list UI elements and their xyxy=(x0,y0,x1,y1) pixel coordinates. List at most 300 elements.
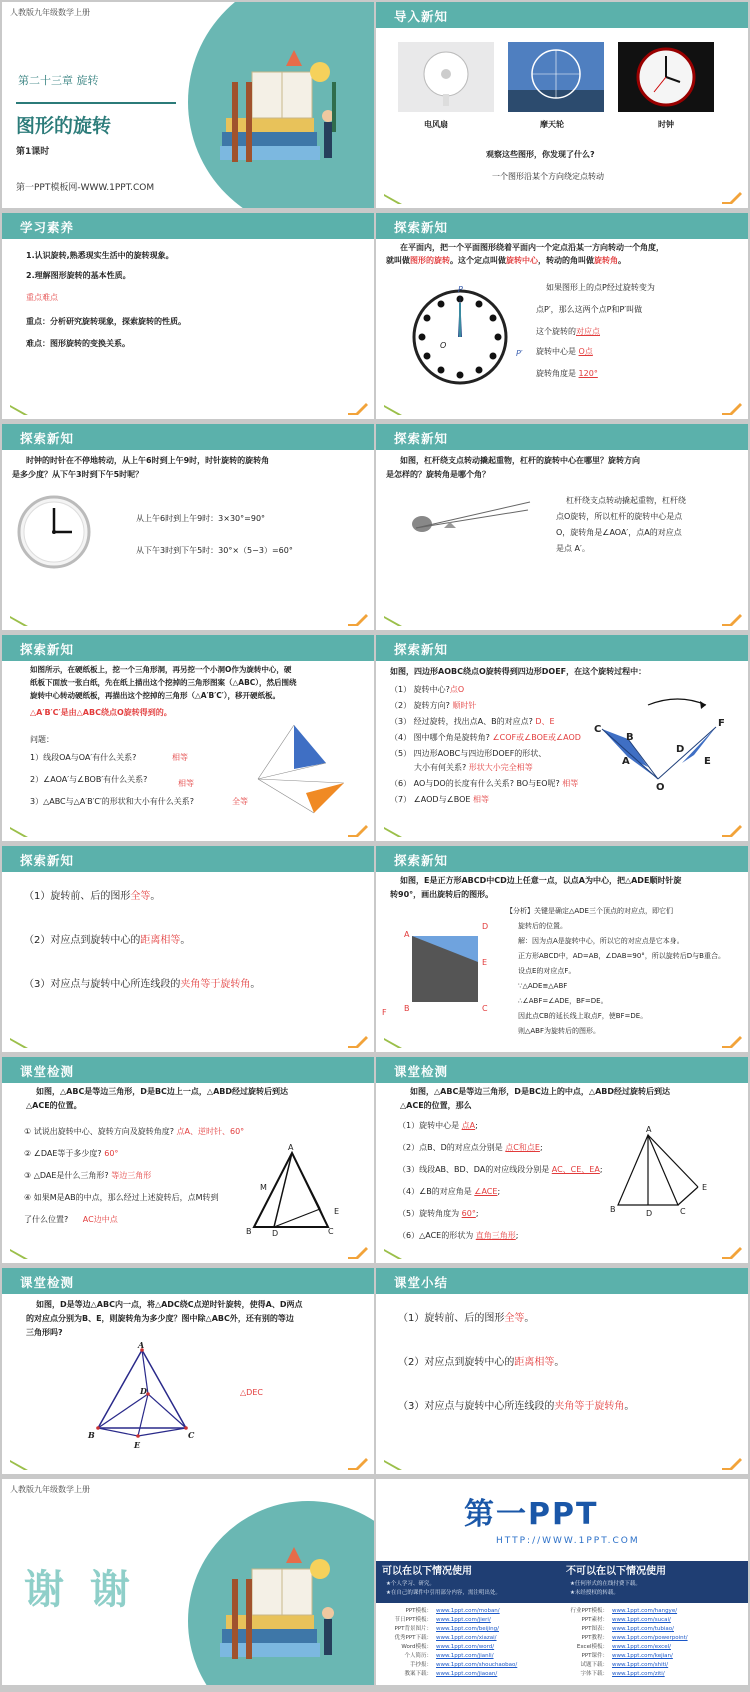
label-c: C xyxy=(328,1227,334,1236)
book-label: 人教版九年级数学上册 xyxy=(10,1485,90,1494)
label-c: C xyxy=(482,1004,488,1013)
caption-clock: 时钟 xyxy=(658,120,674,129)
ruler-icon xyxy=(8,1456,30,1470)
solution-line: ∵△ADE≌△ABF xyxy=(518,982,568,990)
problem-line-1: 如图，△ABC是等边三角形，D是BC边上的中点，△ABD经过旋转后到达 xyxy=(410,1087,671,1096)
header-title: 学习素养 xyxy=(20,220,75,235)
resource-link-row xyxy=(390,1643,560,1652)
resource-link-row xyxy=(566,1643,736,1652)
resource-link[interactable]: www.1ppt.com/excel/ xyxy=(612,1644,671,1650)
usage-banner xyxy=(376,1561,748,1603)
resource-link[interactable]: www.1ppt.com/hangye/ xyxy=(612,1608,678,1614)
slide-header xyxy=(2,213,374,239)
slide-header xyxy=(2,846,374,872)
period: 。 xyxy=(180,935,191,946)
links-right xyxy=(566,1607,736,1679)
resource-label: 字体下载： xyxy=(580,1671,608,1677)
ruler-icon xyxy=(382,612,404,626)
def-text: 就叫做 xyxy=(386,256,410,265)
label-e: E xyxy=(134,1440,141,1450)
quadrilateral-diagram xyxy=(598,689,738,799)
resource-link[interactable]: www.1ppt.com/beijing/ xyxy=(436,1626,500,1632)
item-answer: 形状大小完全相等 xyxy=(468,763,533,772)
slide-header xyxy=(376,424,748,450)
label-b: B xyxy=(404,1004,410,1013)
point-p-prime: P′ xyxy=(516,349,523,358)
rotated-triangles-diagram xyxy=(254,713,364,823)
pencil-icon xyxy=(720,612,742,626)
item-question: （2） 旋转方向? xyxy=(390,701,450,710)
slide-intro xyxy=(376,2,748,208)
slide-check-3 xyxy=(2,1268,374,1474)
square-diagram xyxy=(396,918,489,1018)
ruler-icon xyxy=(382,1034,404,1048)
problem-line-2: 转90°，画出旋转后的图形。 xyxy=(390,890,494,899)
pencil-icon xyxy=(720,1456,742,1470)
difficult-point: 难点：图形旋转的变换关系。 xyxy=(26,339,130,348)
question-text: （5）旋转角度为 xyxy=(398,1209,460,1218)
slide-thanks xyxy=(2,1479,374,1685)
problem-line-2: △ACE的位置。 xyxy=(26,1101,82,1110)
ruler-icon xyxy=(8,401,30,415)
can-use-item: ★个人学习、研究。 xyxy=(386,1581,435,1587)
slide-summary xyxy=(376,1268,748,1474)
property-3 xyxy=(24,978,260,992)
slide-ad xyxy=(376,1479,748,1685)
triangle-diagram xyxy=(612,1131,712,1215)
property-text: （3）对应点与旋转中心所连线段的 xyxy=(24,979,181,990)
conclusion: △A′B′C′是由△ABC绕点O旋转得到的。 xyxy=(30,708,172,717)
summary-text: （1）旋转前、后的图形 xyxy=(398,1313,505,1324)
answer-3: O，旋转角是∠AOA′，点A的对应点 xyxy=(556,528,682,537)
expl-2: 点P′，那么这两个点P和P′叫做 xyxy=(536,305,643,314)
expl-text: 旋转角度是 xyxy=(536,369,576,378)
resource-label: 行业PPT模板： xyxy=(570,1608,608,1614)
answer: 点C和点E xyxy=(505,1143,540,1152)
property-key: 全等 xyxy=(130,891,151,902)
label-f: F xyxy=(382,1008,387,1017)
resource-label: PPT图表： xyxy=(581,1626,608,1632)
resource-link-row xyxy=(566,1616,736,1625)
answer: ∠ACE xyxy=(474,1187,498,1196)
item-question: （7） ∠AOD与∠BOE xyxy=(390,795,471,804)
para-2: 纸板下面放一张白纸，先在纸上描出这个挖掉的三角形图案（△ABC），然后围绕 xyxy=(30,678,297,687)
resource-link-row xyxy=(566,1670,736,1679)
question-4: ④ 如果M是AB的中点，那么经过上述旋转后，点M转到 xyxy=(24,1193,219,1202)
resource-label: 节日PPT模板： xyxy=(394,1617,432,1623)
pencil-icon xyxy=(720,190,742,204)
label-d: D xyxy=(140,1386,147,1396)
answer: AC边中点 xyxy=(82,1215,118,1224)
answer: 一个图形沿某个方向绕定点转动 xyxy=(492,172,604,181)
header-title: 课堂检测 xyxy=(20,1275,75,1290)
caption-wheel: 摩天轮 xyxy=(540,120,564,129)
questions-label: 问题： xyxy=(30,735,54,744)
wall-clock xyxy=(16,494,92,570)
resource-link[interactable]: www.1ppt.com/shouchaobao/ xyxy=(436,1662,518,1668)
ruler-icon xyxy=(8,1245,30,1259)
item-question: （4） 图中哪个角是旋转角? xyxy=(390,733,490,742)
answer-2: 点O旋转，所以杠杆的旋转中心是点 xyxy=(556,512,683,521)
pencil-icon xyxy=(720,823,742,837)
slide-properties xyxy=(2,846,374,1052)
slide-check-2 xyxy=(376,1057,748,1263)
key-point: 重点：分析研究旋转现象，探索旋转的性质。 xyxy=(26,317,186,326)
header-title: 探索新知 xyxy=(394,642,449,657)
solution-line: 旋转后的位置。 xyxy=(518,922,567,930)
property-2 xyxy=(24,934,190,948)
resource-link[interactable]: www.1ppt.com/tubiao/ xyxy=(612,1626,674,1632)
item-answer: 点O xyxy=(449,685,465,694)
label-a: A xyxy=(288,1143,294,1152)
slide-cover xyxy=(2,2,374,208)
summary-text: （2）对应点到旋转中心的 xyxy=(398,1357,515,1368)
expl-1: 如果图形上的点P经过旋转变为 xyxy=(546,283,655,292)
def-text: 。 xyxy=(618,256,626,265)
question-text: 了什么位置? xyxy=(24,1215,69,1224)
clock-image xyxy=(618,42,714,112)
item-question: 大小有何关系? xyxy=(414,763,467,772)
resource-link-row xyxy=(566,1634,736,1643)
resource-label: PPT背景图片： xyxy=(394,1626,432,1632)
point-p: P xyxy=(458,285,463,294)
ruler-icon xyxy=(8,823,30,837)
question-line-2: 是多少度？从下午3时到下午5时呢？ xyxy=(12,470,144,479)
problem-line-1: 如图，D是等边△ABC内一点，将△ADC绕C点逆时针旋转，使得A、D两点 xyxy=(36,1300,303,1309)
question-6: （6）△ACE的形状为 直角三角形; xyxy=(398,1231,519,1240)
question-1: 1）线段OA与OA′有什么关系? xyxy=(30,753,137,762)
item-answer: D、E xyxy=(535,717,555,726)
corresponding-points: 对应点 xyxy=(576,327,600,336)
resource-link[interactable]: www.1ppt.com/jieri/ xyxy=(436,1617,491,1623)
main-title: 图形的旋转 xyxy=(16,115,112,137)
books-illustration xyxy=(212,42,362,172)
resource-link[interactable]: www.1ppt.com/shiti/ xyxy=(612,1662,669,1668)
chapter-title: 第二十三章 旋转 xyxy=(18,74,99,87)
resource-link-row xyxy=(390,1634,560,1643)
question: 观察这些图形，你发现了什么? xyxy=(486,150,595,159)
question-2: 2）∠AOA′与∠BOB′有什么关系? xyxy=(30,775,148,784)
label-e: E xyxy=(482,958,488,967)
resource-label: 教案下载： xyxy=(404,1671,432,1677)
question-line-1: 如图，杠杆绕支点转动撬起重物，杠杆的旋转中心在哪里？旋转方向 xyxy=(400,456,640,465)
slide-header xyxy=(376,213,748,239)
slide-header xyxy=(376,1057,748,1083)
resource-link-row xyxy=(566,1652,736,1661)
slide-header xyxy=(2,1268,374,1294)
def-text: ，转动的角叫做 xyxy=(538,256,594,265)
question-2: （2）点B、D的对应点分别是 点C和点E; xyxy=(398,1143,543,1152)
question-text: ① 试说出旋转中心、旋转方向及旋转角度? xyxy=(24,1127,174,1136)
can-use-title: 可以在以下情况使用 xyxy=(382,1566,472,1577)
slide-header xyxy=(2,424,374,450)
center-answer: O点 xyxy=(578,347,593,356)
pencil-icon xyxy=(720,1034,742,1048)
summary-text: （3）对应点与旋转中心所连线段的 xyxy=(398,1401,555,1412)
label-b: B xyxy=(626,732,634,743)
slide-lever xyxy=(376,424,748,630)
summary-2 xyxy=(398,1356,564,1370)
goal-2: 2.理解图形旋转的基本性质。 xyxy=(26,271,131,280)
ruler-icon xyxy=(382,1456,404,1470)
resource-link-row xyxy=(390,1625,560,1634)
header-title: 探索新知 xyxy=(394,220,449,235)
para-3: 旋转中心转动硬纸板，再描出这个挖掉的三角形（△A′B′C′），移开硬纸板。 xyxy=(30,691,280,700)
cannot-use-title: 不可以在以下情况使用 xyxy=(566,1566,666,1577)
slide-header xyxy=(376,2,748,28)
ruler-icon xyxy=(382,823,404,837)
fan-image xyxy=(398,42,494,112)
clock-diagram xyxy=(406,279,526,389)
question-line-1: 时钟的时针在不停地转动，从上午6时到上午9时，时针旋转的旋转角 xyxy=(26,456,270,465)
answer-3: 全等 xyxy=(232,797,248,806)
label-e: E xyxy=(702,1183,708,1192)
pencil-icon xyxy=(346,1456,368,1470)
slide-clock-question xyxy=(2,424,374,630)
question-4: （4）∠B的对应角是 ∠ACE; xyxy=(398,1187,501,1196)
summary-key: 全等 xyxy=(504,1313,525,1324)
resource-link-row xyxy=(390,1670,560,1679)
goal-1: 1.认识旋转,熟悉现实生活中的旋转现象。 xyxy=(26,251,174,260)
resource-link-row xyxy=(390,1661,560,1670)
label-b: B xyxy=(610,1205,616,1214)
point-o: O xyxy=(440,341,447,350)
key-points-label: 重点难点 xyxy=(26,293,58,302)
label-d: D xyxy=(646,1209,653,1218)
book-label: 人教版九年级数学上册 xyxy=(10,8,90,17)
summary-key: 距离相等 xyxy=(514,1357,555,1368)
answer: 60° xyxy=(461,1209,476,1218)
header-title: 探索新知 xyxy=(394,853,449,868)
lesson-label: 第1课时 xyxy=(16,147,50,157)
label-a: A xyxy=(138,1340,145,1350)
label-c: C xyxy=(680,1207,686,1216)
item-5b xyxy=(414,763,533,774)
expl-4 xyxy=(536,347,593,358)
problem-line-1: 如图，E是正方形ABCD中CD边上任意一点，以点A为中心，把△ADE顺时针旋 xyxy=(400,876,682,885)
books-illustration xyxy=(212,1539,362,1669)
ruler-icon xyxy=(382,1245,404,1259)
slide-header xyxy=(376,635,748,661)
property-text: （2）对应点到旋转中心的 xyxy=(24,935,141,946)
item-4 xyxy=(390,733,581,744)
header-title: 探索新知 xyxy=(20,853,75,868)
resource-link[interactable]: www.1ppt.com/kejian/ xyxy=(612,1653,673,1659)
pencil-icon xyxy=(720,1245,742,1259)
property-text: （1）旋转前、后的图形 xyxy=(24,891,131,902)
property-1 xyxy=(24,890,160,904)
question-1: （1）旋转中心是 点A; xyxy=(398,1121,478,1130)
header-title: 探索新知 xyxy=(20,642,75,657)
problem-text: 如图，四边形AOBC绕点O旋转得到四边形DOEF，在这个旋转过程中： xyxy=(390,667,647,676)
question-4b xyxy=(24,1215,118,1226)
resource-link-row xyxy=(566,1607,736,1616)
question-5: （5）旋转角度为 60°; xyxy=(398,1209,479,1218)
question-3 xyxy=(24,1171,151,1182)
answer-4: 是点 A′。 xyxy=(556,544,590,553)
resource-label: PPT教程： xyxy=(581,1635,608,1641)
label-d: D xyxy=(272,1229,279,1238)
resource-link[interactable]: www.1ppt.com/moban/ xyxy=(436,1608,500,1614)
slide-header xyxy=(376,846,748,872)
answer-1: 从上午6时到上午9时：3×30°=90° xyxy=(136,514,266,523)
answer-1: 杠杆绕支点转动撬起重物，杠杆绕 xyxy=(566,496,686,505)
problem-line-1: 如图，△ABC是等边三角形，D是BC边上一点，△ABD经过旋转后到达 xyxy=(36,1087,289,1096)
cannot-use-item: ★任何形式的在线付费下载。 xyxy=(570,1581,641,1587)
slide-definition xyxy=(376,213,748,419)
header-title: 探索新知 xyxy=(20,431,75,446)
label-c: C xyxy=(188,1430,195,1440)
pencil-icon xyxy=(346,1034,368,1048)
resource-link[interactable]: www.1ppt.com/ziti/ xyxy=(612,1671,665,1677)
item-answer: ∠COF或∠BOE或∠AOD xyxy=(492,733,581,742)
cannot-use-item: ★未经授权的转载。 xyxy=(570,1590,619,1596)
ruler-icon xyxy=(382,190,404,204)
ruler-icon xyxy=(8,612,30,626)
solution-line: ∴∠ABF=∠ADE，BF=DE。 xyxy=(518,997,608,1005)
label-d: D xyxy=(676,744,685,755)
label-a: A xyxy=(622,756,630,767)
answer: 等边三角形 xyxy=(111,1171,152,1180)
item-question: （3） 经过旋转，找出点A、B的对应点? xyxy=(390,717,533,726)
answer: 60° xyxy=(104,1149,119,1158)
resource-label: PPT素材： xyxy=(581,1617,608,1623)
question-2 xyxy=(24,1149,118,1160)
label-c: C xyxy=(594,724,602,735)
solution-line: 【分析】关键是确定△ADE三个顶点的对应点，即它们 xyxy=(506,907,673,915)
site-url: HTTP://WWW.1PPT.COM xyxy=(496,1536,640,1546)
caption-fan: 电风扇 xyxy=(424,120,448,129)
summary-1 xyxy=(398,1312,534,1326)
property-key: 夹角等于旋转角 xyxy=(180,979,251,990)
lever-diagram xyxy=(410,494,540,544)
item-question: （6） AO与DO的长度有什么关系? BO与EO呢? xyxy=(390,779,560,788)
problem-line-2: △ACE的位置，那么 xyxy=(400,1101,472,1110)
label-f: F xyxy=(718,718,725,729)
slide-square xyxy=(376,846,748,1052)
answer: 直角三角形 xyxy=(475,1231,516,1240)
item-7 xyxy=(390,795,489,806)
header-title: 导入新知 xyxy=(394,9,449,24)
ferris-wheel-image xyxy=(508,42,604,112)
solution-line: 正方形ABCD中，AD=AB，∠DAB=90°，所以旋转后D与B重合。 xyxy=(518,952,725,960)
solution-line: 设点E的对应点F。 xyxy=(518,967,576,975)
ruler-icon xyxy=(382,401,404,415)
resource-label: 个人简历： xyxy=(404,1653,432,1659)
resource-label: PPT模板： xyxy=(405,1608,432,1614)
question-text: （1）旋转中心是 xyxy=(398,1121,460,1130)
resource-link[interactable]: www.1ppt.com/xiazai/ xyxy=(436,1635,497,1641)
resource-link-row xyxy=(390,1652,560,1661)
answer: AC、CE、EA xyxy=(551,1165,600,1174)
resource-link[interactable]: www.1ppt.com/jiaoan/ xyxy=(436,1671,498,1677)
resource-link[interactable]: www.1ppt.com/jianli/ xyxy=(436,1653,494,1659)
slide-header xyxy=(2,635,374,661)
solution xyxy=(506,904,725,1039)
resource-label: 试题下载： xyxy=(580,1662,608,1668)
term-rotation: 图形的旋转 xyxy=(410,256,450,265)
pencil-icon xyxy=(720,401,742,415)
item-2 xyxy=(390,701,476,712)
slide-cardboard xyxy=(2,635,374,841)
pencil-icon xyxy=(346,823,368,837)
para-1: 如图所示，在硬纸板上，挖一个三角形洞，再另挖一个小洞O作为旋转中心，硬 xyxy=(30,665,292,674)
expl-text: 旋转中心是 xyxy=(536,347,576,356)
resource-link[interactable]: www.1ppt.com/sucai/ xyxy=(612,1617,671,1623)
slide-check-1 xyxy=(2,1057,374,1263)
problem-line-3: 三角形吗? xyxy=(26,1328,63,1337)
resource-label: 手抄报： xyxy=(409,1662,432,1668)
resource-label: Excel模板： xyxy=(576,1644,608,1650)
resource-link[interactable]: www.1ppt.com/powerpoint/ xyxy=(612,1635,688,1641)
item-question: （1） 旋转中心? xyxy=(390,685,450,694)
question-text: （3）线段AB、BD、DA的对应线段分别是 xyxy=(398,1165,550,1174)
header-title: 探索新知 xyxy=(394,431,449,446)
expl-5 xyxy=(536,369,598,380)
label-b: B xyxy=(246,1227,252,1236)
question-text: （6）△ACE的形状为 xyxy=(398,1231,474,1240)
question-3: 3）△ABC与△A′B′C′的形状和大小有什么关系? xyxy=(30,797,195,806)
label-e: E xyxy=(704,756,711,767)
summary-key: 夹角等于旋转角 xyxy=(554,1401,625,1412)
slide-header xyxy=(2,1057,374,1083)
item-answer: 顺时针 xyxy=(452,701,477,710)
label-d: D xyxy=(482,922,489,931)
item-1 xyxy=(390,685,464,696)
def-line-2 xyxy=(386,256,626,267)
site-label: 第一PPT模板网-WWW.1PPT.COM xyxy=(16,183,155,193)
answer-2: 从下午3时到下午5时：30°×（5−3）=60° xyxy=(136,546,293,555)
resource-label: Word模板： xyxy=(401,1644,432,1650)
label-m: M xyxy=(260,1183,267,1192)
thanks-text: 谢 谢 xyxy=(24,1567,136,1613)
item-3 xyxy=(390,717,555,728)
question-3: （3）线段AB、BD、DA的对应线段分别是 AC、CE、EA; xyxy=(398,1165,603,1174)
can-use-item: ★在自己的课件中引用部分内容，需注明出处。 xyxy=(386,1590,501,1596)
divider xyxy=(16,102,176,104)
resource-link-row xyxy=(390,1607,560,1616)
links-left xyxy=(390,1607,560,1679)
expl-3 xyxy=(536,327,600,338)
resource-link-row xyxy=(390,1616,560,1625)
label-o: O xyxy=(656,782,665,793)
solution-line: 因此点CB的延长线上取点F，使BF=DE。 xyxy=(518,1012,648,1020)
label-e: E xyxy=(334,1207,340,1216)
pencil-icon xyxy=(346,401,368,415)
slide-quadrilateral xyxy=(376,635,748,841)
slide-goals xyxy=(2,213,374,419)
header-title: 课堂检测 xyxy=(394,1064,449,1079)
slide-header xyxy=(376,1268,748,1294)
def-text: 。这个定点叫做 xyxy=(450,256,506,265)
resource-label: 优秀PPT下载： xyxy=(394,1635,432,1641)
period: 。 xyxy=(150,891,161,902)
question-text: ② ∠DAE等于多少度? xyxy=(24,1149,102,1158)
answer-1: 相等 xyxy=(172,753,188,762)
pencil-icon xyxy=(346,612,368,626)
question-1 xyxy=(24,1127,244,1138)
summary-3 xyxy=(398,1400,634,1414)
logo-text: 第一PPT xyxy=(464,1497,599,1532)
resource-link[interactable]: www.1ppt.com/word/ xyxy=(436,1644,495,1650)
header-title: 课堂小结 xyxy=(394,1275,449,1290)
item-answer: 相等 xyxy=(473,795,490,804)
period: 。 xyxy=(524,1313,535,1324)
solution-line: 则△ABF为旋转后的图形。 xyxy=(518,1027,601,1035)
answer: △DEC xyxy=(240,1388,263,1397)
item-5: （5） 四边形AOBC与四边形DOEF的形状、 xyxy=(390,749,547,758)
period: 。 xyxy=(624,1401,635,1412)
